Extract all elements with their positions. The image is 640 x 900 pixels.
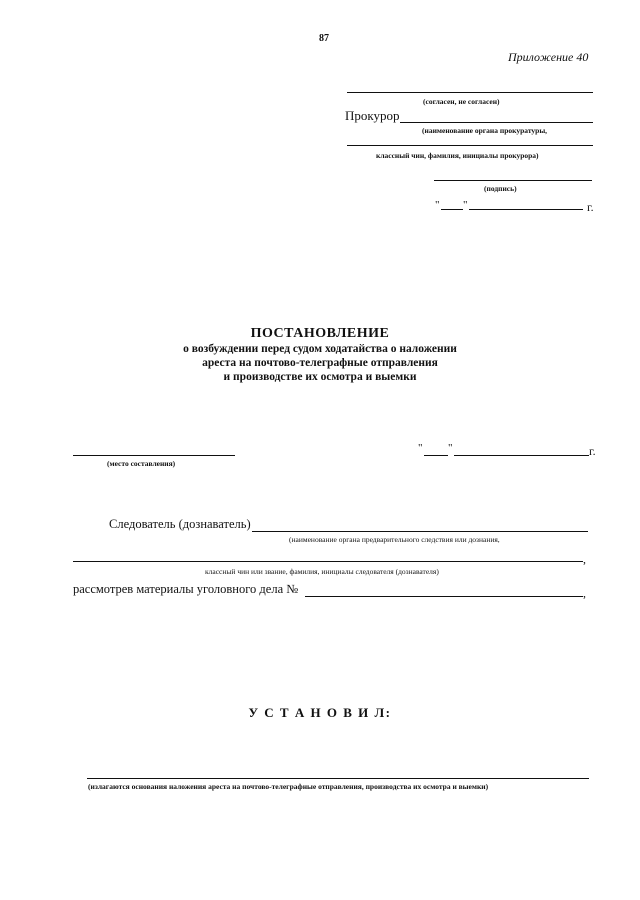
case-comma: , — [583, 586, 586, 600]
appendix-label: Приложение 40 — [508, 50, 589, 64]
signature-line — [434, 180, 592, 181]
prosecutor-label: Прокурор — [345, 108, 400, 123]
approval-day-line — [441, 209, 463, 210]
document-subtitle-line-2: ареста на почтово-телеграфные отправления — [202, 357, 438, 369]
approval-quote-open: " — [435, 199, 440, 211]
approval-month-line — [469, 209, 583, 210]
case-label: рассмотрев материалы уголовного дела № — [73, 582, 299, 596]
prosecutor-rank-line — [347, 145, 593, 146]
established-line — [87, 778, 589, 779]
place-line — [73, 455, 235, 456]
prosecutor-organ-caption: (наименование органа прокуратуры, — [422, 126, 548, 135]
investigator-rank-comma: , — [583, 552, 586, 566]
prosecutor-rank-caption: классный чин, фамилия, инициалы прокурора) — [376, 151, 539, 160]
signature-caption: (подпись) — [484, 184, 517, 193]
date-quote-open: " — [418, 442, 423, 454]
approval-year-suffix: г. — [587, 200, 594, 214]
document-subtitle-line-3: и производстве их осмотра и выемки — [223, 371, 417, 383]
investigator-line — [252, 531, 588, 532]
established-caption: (излагаются основания наложения ареста на почтово-телеграфные отправления, производства их осмотра и выемки) — [88, 782, 489, 791]
agree-line — [347, 92, 593, 93]
date-month-line — [454, 455, 589, 456]
date-quote-close: " — [448, 442, 453, 454]
document-title: ПОСТАНОВЛЕНИЕ — [250, 326, 390, 341]
place-caption: (место составления) — [107, 459, 176, 468]
approval-quote-close: " — [463, 199, 468, 211]
document-subtitle-line-1: о возбуждении перед судом ходатайства о наложении — [183, 343, 457, 355]
case-number-line — [305, 596, 583, 597]
prosecutor-line — [400, 122, 593, 123]
investigator-organ-caption: (наименование органа предварительного следствия или дознания, — [289, 535, 500, 544]
date-year-suffix: г. — [589, 444, 596, 458]
investigator-rank-line — [73, 561, 583, 562]
established-title: У С Т А Н О В И Л: — [248, 705, 392, 720]
investigator-label: Следователь (дознаватель) — [109, 517, 251, 531]
agree-caption: (согласен, не согласен) — [423, 97, 500, 106]
investigator-rank-caption: классный чин или звание, фамилия, инициалы следователя (дознавателя) — [205, 567, 439, 576]
date-day-line — [424, 455, 448, 456]
page-number: 87 — [319, 33, 329, 44]
